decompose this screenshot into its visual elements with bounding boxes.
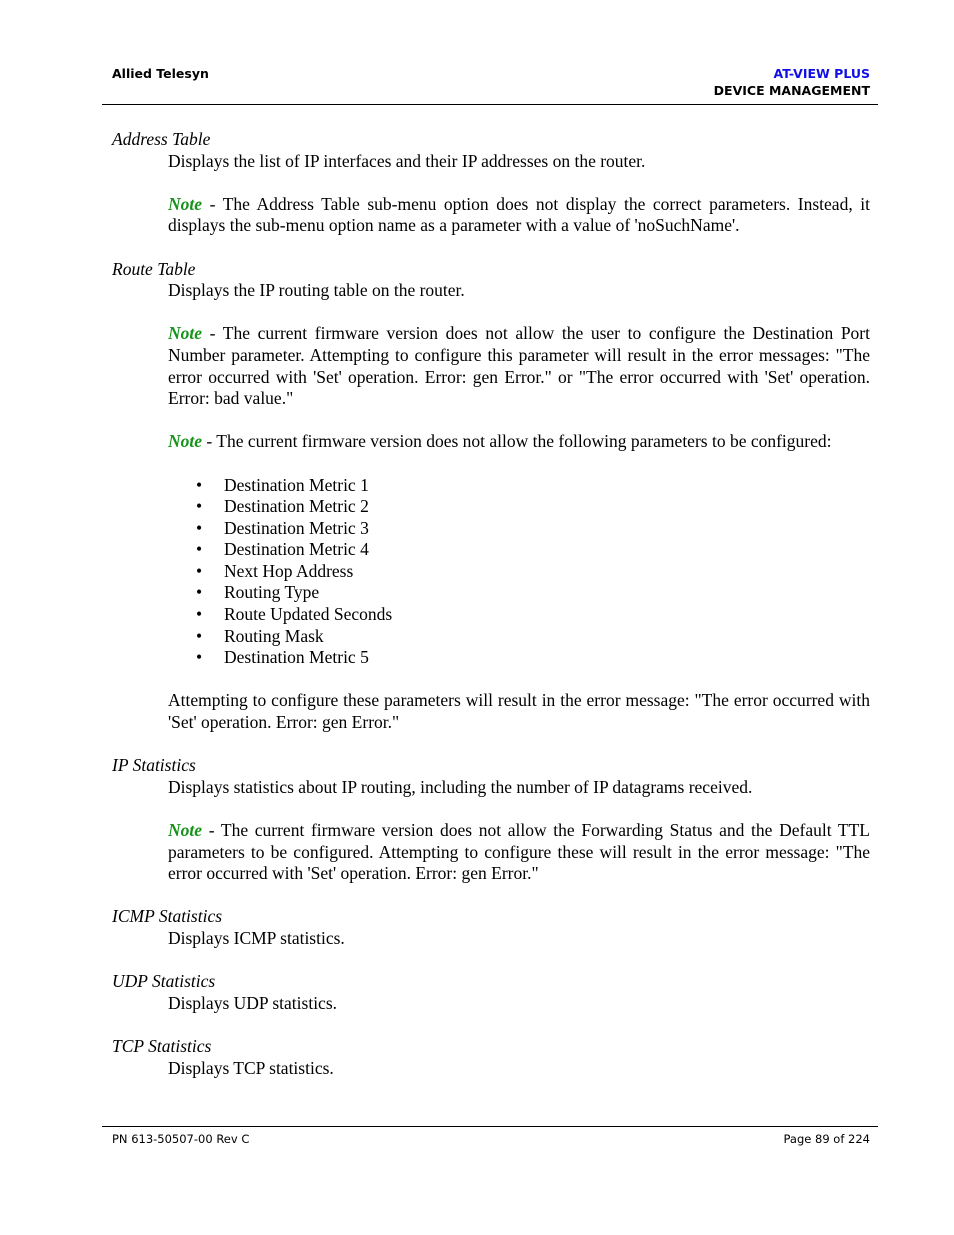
note-label: Note: [168, 431, 203, 452]
note-label: Note: [168, 323, 203, 344]
route-table-after-list: Attempting to configure these parameters will result in the error message: "The error occurred with 'Set' operation. Error: gen Error.": [168, 690, 870, 733]
list-item: • Next Hop Address: [196, 561, 870, 583]
product-name: AT-VIEW PLUS: [773, 66, 870, 81]
ip-statistics-desc: Displays statistics about IP routing, including the number of IP datagrams received.: [168, 776, 753, 797]
udp-statistics-desc: Displays UDP statistics.: [168, 992, 338, 1013]
list-item: • Routing Type: [196, 582, 870, 604]
note-text: - The current firmware version does not allow the following parameters to be configured:: [202, 431, 832, 452]
header-divider: [102, 104, 878, 105]
list-item: • Destination Metric 5: [196, 647, 870, 669]
address-table-desc: Displays the list of IP interfaces and their IP addresses on the router.: [168, 150, 646, 171]
note-text: - The Address Table sub-menu option does not display the correct parameters. Instead, it displays the sub-menu option name as a parameter with a value of 'noSuchName'.: [168, 193, 870, 236]
tcp-statistics-title: TCP Statistics: [112, 1035, 212, 1056]
route-table-title: Route Table: [112, 258, 196, 279]
note-label: Note: [168, 820, 203, 840]
section-name: DEVICE MANAGEMENT: [713, 83, 870, 98]
icmp-statistics-title: ICMP Statistics: [112, 906, 223, 927]
unconfigurable-params-list: [196, 475, 870, 669]
address-table-note: [168, 194, 870, 237]
footer-divider: [102, 1126, 878, 1127]
address-table-title: Address Table: [112, 129, 211, 149]
page-number: Page 89 of 224: [783, 1132, 870, 1146]
ip-statistics-note: [168, 820, 870, 885]
list-item: • Destination Metric 2: [196, 496, 870, 518]
header-right: [714, 65, 870, 99]
tcp-statistics-desc: Displays TCP statistics.: [168, 1057, 334, 1078]
route-table-note-2: [168, 431, 870, 453]
udp-statistics-title: UDP Statistics: [112, 971, 216, 992]
list-item: • Destination Metric 4: [196, 539, 870, 561]
note-text: - The current firmware version does not allow the Forwarding Status and the Default TTL parameters to be configured. Attempting to configure these will result in the error message: "The error occurred with 'Set' operation. Error: gen Error.": [168, 820, 870, 884]
list-item: • Route Updated Seconds: [196, 604, 870, 626]
icmp-statistics-desc: Displays ICMP statistics.: [168, 927, 345, 948]
route-table-desc: Displays the IP routing table on the router.: [168, 280, 465, 301]
route-table-note-1: [168, 323, 870, 409]
ip-statistics-title: IP Statistics: [112, 755, 196, 776]
note-text: - The current firmware version does not allow the user to configure the Destination Port Number parameter. Attempting to configure this parameter will result in the error messages: "The error occurred with 'Set' operation. Error: gen Error." or "The error occurred with 'Set' operation. Error: bad value.": [168, 323, 870, 409]
page-body: [112, 129, 870, 1079]
part-number: PN 613-50507-00 Rev C: [112, 1132, 250, 1146]
list-item: • Destination Metric 3: [196, 518, 870, 540]
note-label: Note: [168, 193, 203, 214]
list-item: • Destination Metric 1: [196, 475, 870, 497]
list-item: • Routing Mask: [196, 626, 870, 648]
company-name: Allied Telesyn: [112, 66, 209, 81]
